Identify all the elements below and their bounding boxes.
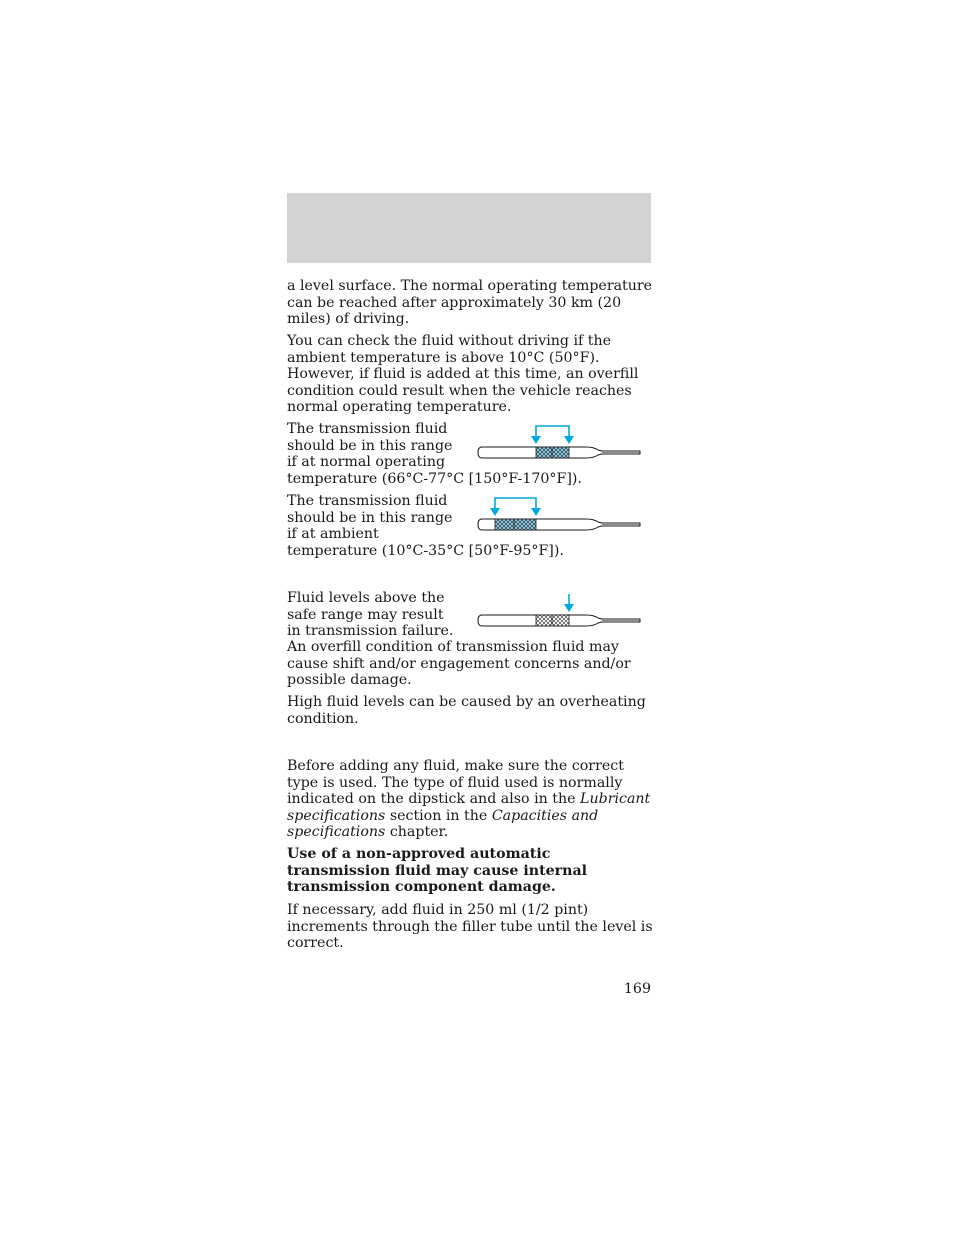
paragraph-overfill-warning: Fluid levels above the safe range may result in transmission failure.: [287, 590, 454, 639]
dipstick-overfill-icon: [476, 591, 644, 629]
section-header-band: [287, 193, 651, 263]
paragraph-operating-temperature: a level surface. The normal operating temperature can be reached after approximately 30 km (20 miles) of driving.: [287, 278, 653, 327]
reference-capacities-chapter: Capacities and specifications: [287, 807, 599, 840]
paragraph-normal-range: The transmission fluid should be in this range if at normal operating temperature (66°C-77°C [150°F-170°F]).: [287, 421, 582, 487]
reference-lubricant-specifications: Lubricant specifications: [287, 791, 651, 824]
page-number: 169: [623, 981, 651, 997]
dipstick-ambient-range-icon: [476, 494, 644, 532]
paragraph-ambient-range: The transmission fluid should be in this range if at ambient temperature (10°C-35°C [50°F-95°F]).: [287, 493, 564, 559]
paragraph-fluid-type: Before adding any fluid, make sure the correct type is used. The type of fluid used is normally indicated on the dipstick and also in the Lubricant specifications section in the Capacities and specifications chapter.: [287, 758, 651, 840]
warning-non-approved-fluid: Use of a non-approved automatic transmission fluid may cause internal transmission component damage.: [287, 846, 588, 895]
dipstick-normal-range-icon: [476, 422, 644, 460]
paragraph-overfill-condition: An overfill condition of transmission fluid may cause shift and/or engagement concerns and/or possible damage.: [287, 639, 631, 688]
paragraph-add-fluid: If necessary, add fluid in 250 ml (1/2 pint) increments through the filler tube until the level is correct.: [287, 902, 653, 951]
paragraph-ambient-check: You can check the fluid without driving if the ambient temperature is above 10°C (50°F). However, if fluid is added at this time, an overfill condition could result when the vehicle reaches normal operating temperature.: [287, 333, 639, 415]
paragraph-high-fluid-levels: High fluid levels can be caused by an overheating condition.: [287, 694, 646, 727]
